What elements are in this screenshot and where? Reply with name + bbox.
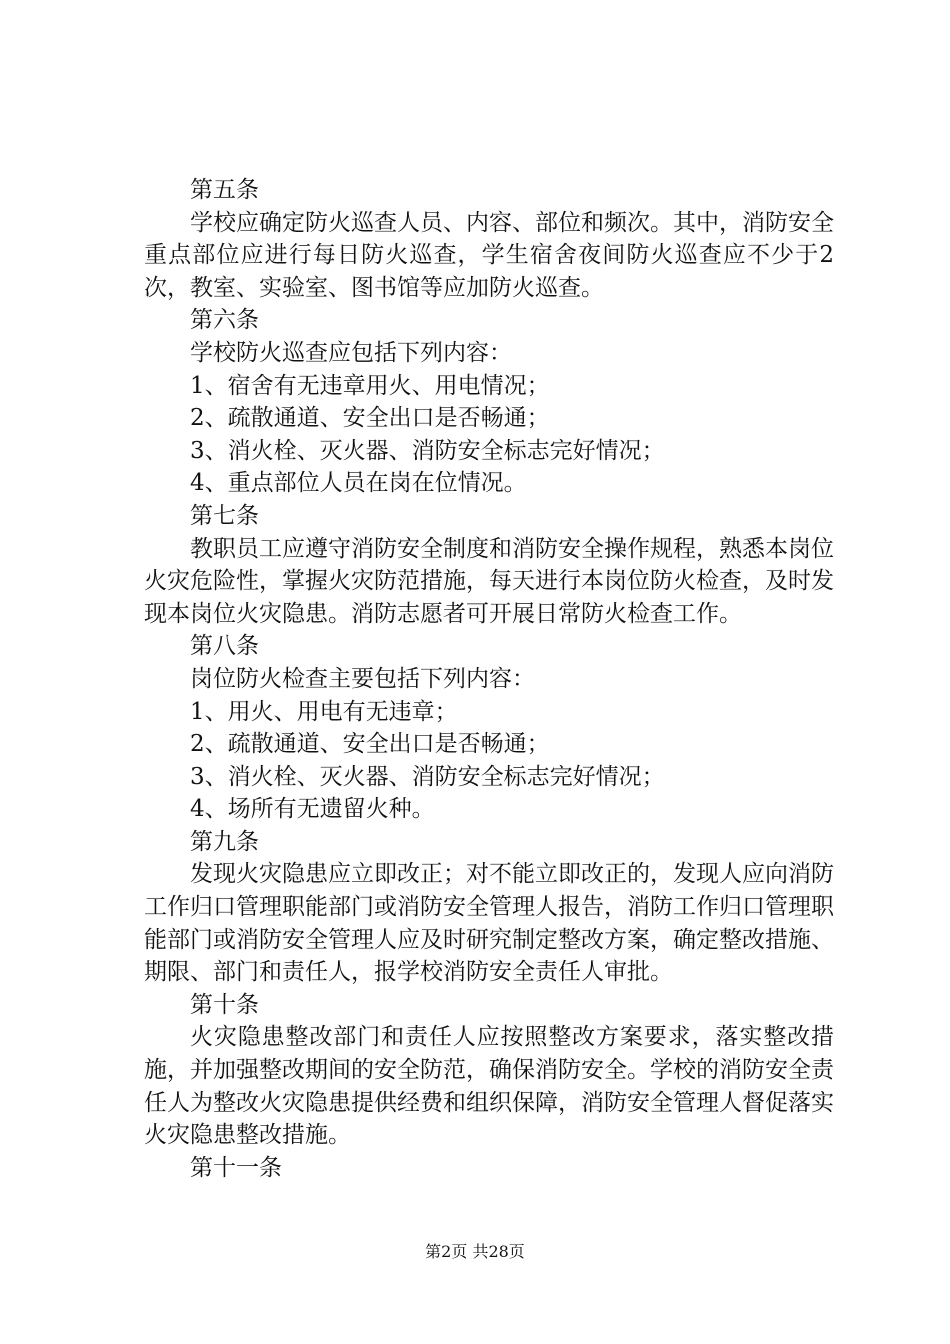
list-item: 4、重点部位人员在岗在位情况。 <box>190 470 527 497</box>
article-heading: 第九条 <box>190 828 259 855</box>
article-heading: 第十条 <box>190 991 259 1018</box>
list-item: 2、疏散通道、安全出口是否畅通； <box>190 731 550 758</box>
list-item: 1、用火、用电有无违章； <box>190 698 458 725</box>
list-item: 2、疏散通道、安全出口是否畅通； <box>190 405 550 432</box>
paragraph: 教职员工应遵守消防安全制度和消防安全操作规程，熟悉本岗位火灾危险性，掌握火灾防范措施，每天进行本岗位防火检查，及时发现本岗位火灾隐患。消防志愿者可开展日常防火检查工作。 <box>144 535 834 627</box>
page-number-footer: 第2页 共28页 <box>425 1242 525 1261</box>
paragraph: 发现火灾隐患应立即改正；对不能立即改正的，发现人应向消防工作归口管理职能部门或消防安全管理人报告，消防工作归口管理职能部门或消防安全管理人应及时研究制定整改方案，确定整改措施、期限、部门和责任人，报学校消防安全责任人审批。 <box>144 861 834 986</box>
article-heading: 第五条 <box>190 177 259 203</box>
article-heading: 第八条 <box>190 633 259 660</box>
list-item: 3、消火栓、灭火器、消防安全标志完好情况； <box>190 763 665 790</box>
paragraph: 火灾隐患整改部门和责任人应按照整改方案要求，落实整改措施，并加强整改期间的安全防范，确保消防安全。学校的消防安全责任人为整改火灾隐患提供经费和组织保障，消防安全管理人督促落实火灾隐患整改措施。 <box>144 1024 834 1149</box>
list-item: 1、宿舍有无违章用火、用电情况； <box>190 372 550 399</box>
article-heading: 第六条 <box>190 307 259 334</box>
paragraph: 岗位防火检查主要包括下列内容： <box>190 665 535 692</box>
paragraph: 学校应确定防火巡查人员、内容、部位和频次。其中，消防安全重点部位应进行每日防火巡查，学生宿舍夜间防火巡查应不少于2次，教室、实验室、图书馆等应加防火巡查。 <box>144 209 834 301</box>
list-item: 4、场所有无遗留火种。 <box>190 796 435 823</box>
document-body <box>144 174 834 1184</box>
article-heading: 第十一条 <box>190 1154 282 1181</box>
paragraph: 学校防火巡查应包括下列内容： <box>190 339 512 366</box>
article-heading: 第七条 <box>190 502 259 529</box>
list-item: 3、消火栓、灭火器、消防安全标志完好情况； <box>190 437 665 464</box>
